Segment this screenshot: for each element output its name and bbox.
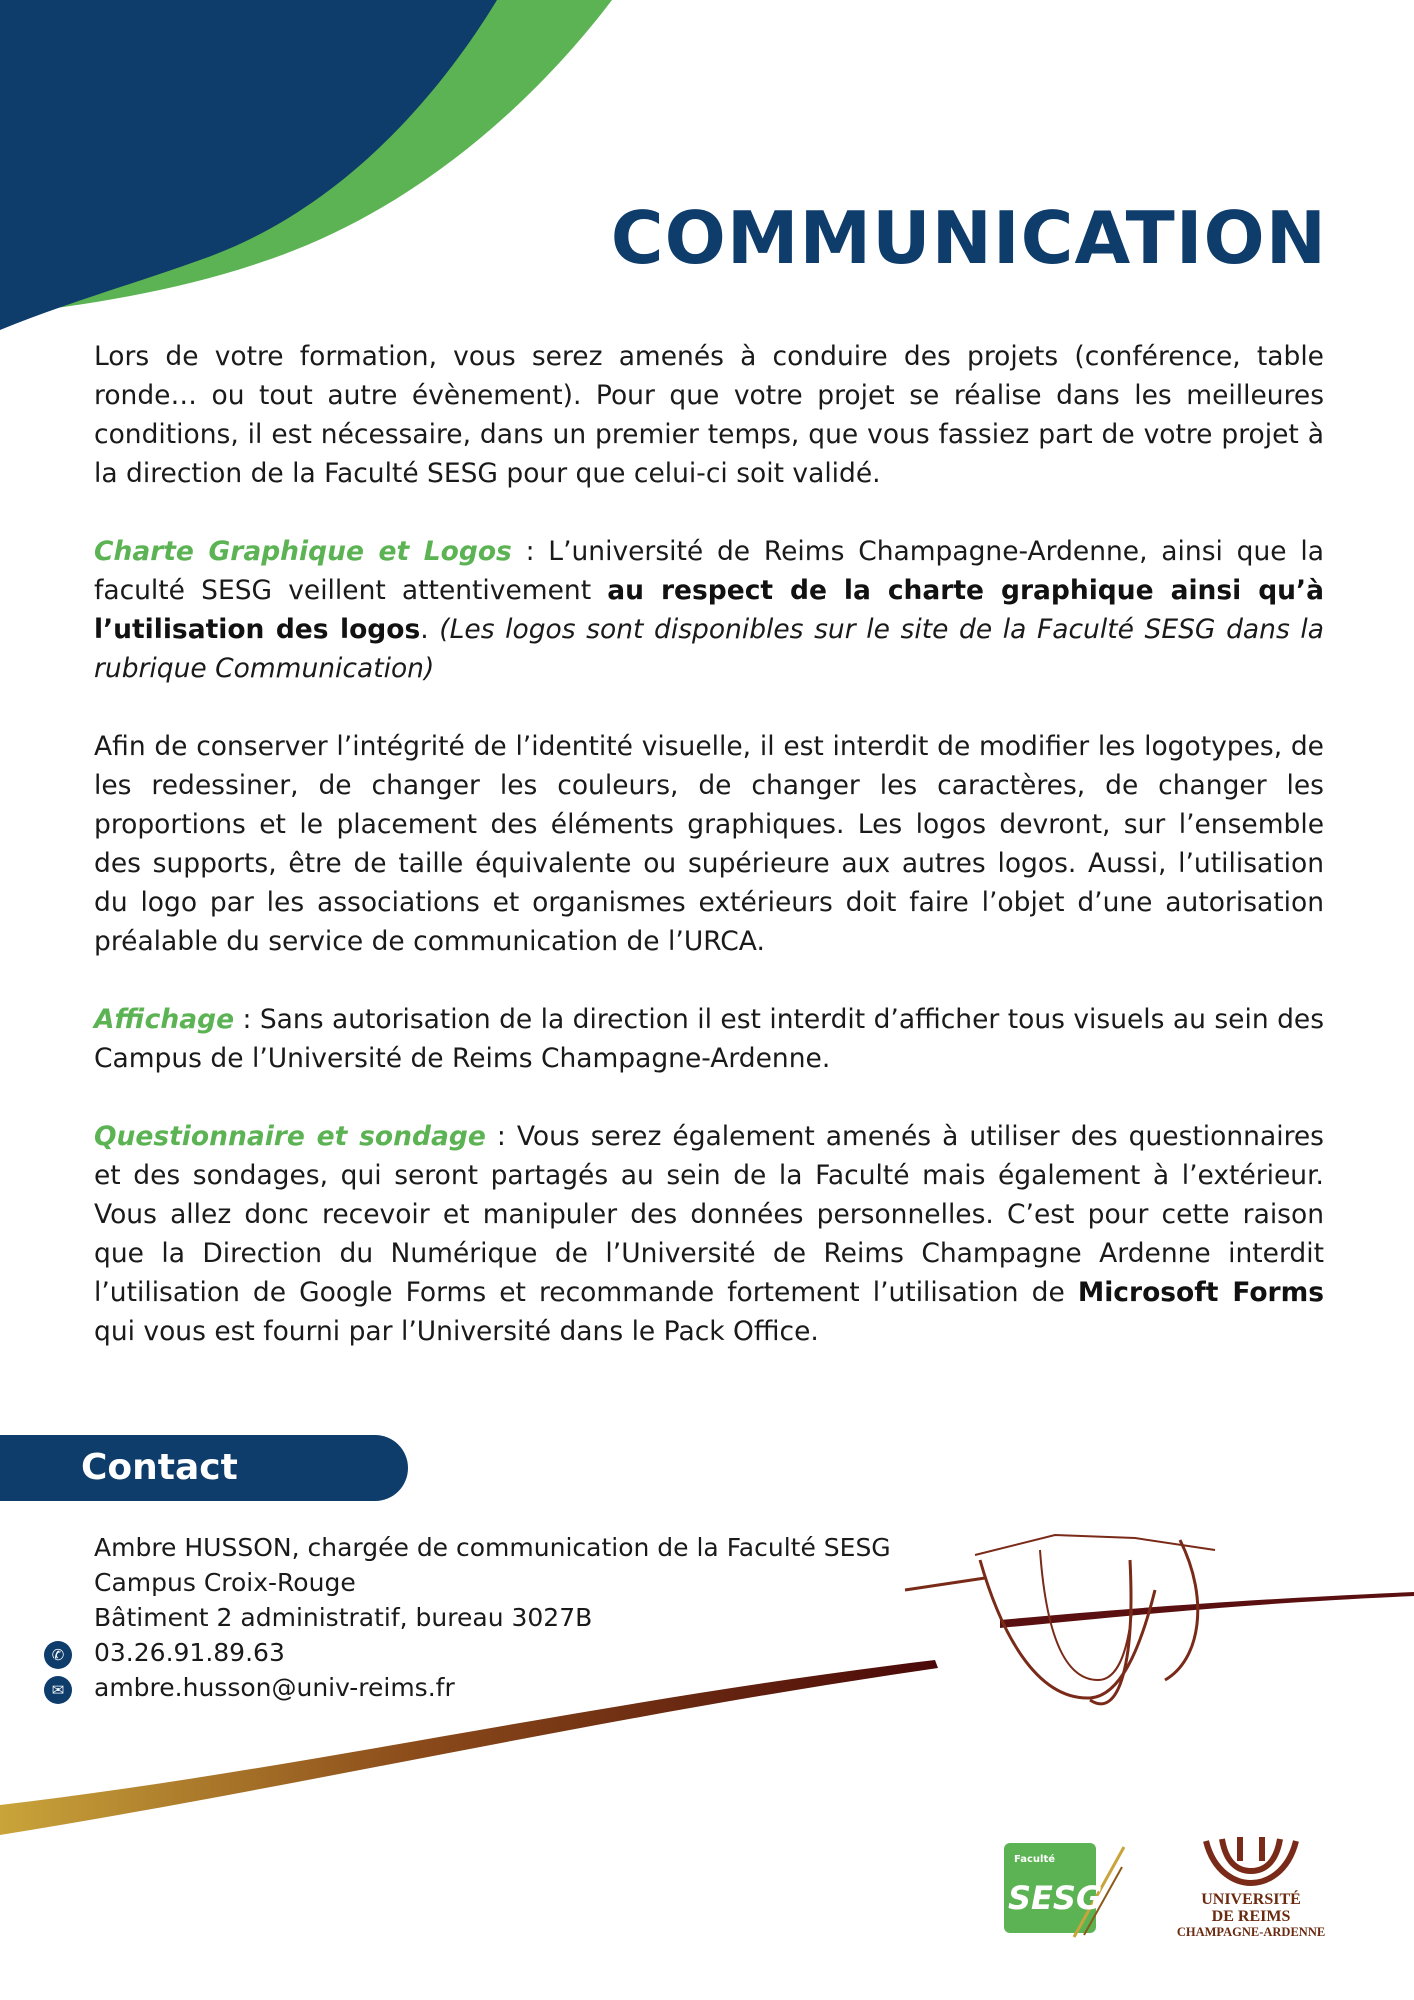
charte-text-2: .: [420, 614, 440, 645]
affichage-label: Affichage: [94, 1004, 235, 1035]
questionnaire-label: Questionnaire et sondage: [94, 1121, 486, 1152]
charte-text: : L’université de Reims Champagne-Ardenne, ainsi que la faculté SESG veillent attentivement: [94, 536, 1324, 606]
affichage-text: : Sans autorisation de la direction il est interdit d’afficher tous visuels au sein des Campus de l’Université de Reims Champagne-Ardenne.: [94, 1004, 1324, 1074]
contact-phone: 03.26.91.89.63: [94, 1638, 285, 1667]
charte-note: (Les logos sont disponibles sur le site de la Faculté SESG dans la rubrique Communication): [94, 614, 1324, 684]
contact-banner: [0, 1435, 408, 1501]
intro-paragraph: Lors de votre formation, vous serez amenés à conduire des projets (conférence, table ronde… ou tout autre évènement). Pour que votre projet se réalise dans les meilleures conditions, il est nécessaire, dans un premier temps, que vous fassiez part de votre projet à la direction de la Faculté SESG pour que celui-ci soit validé.: [94, 341, 1324, 489]
contact-details: [94, 1530, 891, 1705]
questionnaire-text-2: qui vous est fourni par l’Université dans le Pack Office.: [94, 1316, 819, 1347]
questionnaire-text: : Vous serez également amenés à utiliser des questionnaires et des sondages, qui seront partagés au sein de la Faculté mais également à l’extérieur. Vous allez donc recevoir et manipuler des données personnelles. C’est pour cette raison que la Direction du Numérique de l’Université de Reims Champagne Ardenne interdit l’utilisation de Google Forms et recommande fortement l’utilisation de: [94, 1121, 1324, 1308]
urca-logo: [1158, 1833, 1344, 1943]
urca-line-1: UNIVERSITÉ: [1201, 1891, 1301, 1908]
urca-line-3: CHAMPAGNE-ARDENNE: [1176, 1925, 1326, 1939]
charte-paragraph: [94, 532, 1324, 688]
charte-bold: au respect de la charte graphique ainsi qu’à l’utilisation des logos: [94, 575, 1324, 645]
contact-title: Contact: [81, 1447, 238, 1488]
questionnaire-bold: Microsoft Forms: [1077, 1277, 1325, 1308]
page-title: COMMUNICATION: [610, 196, 1327, 280]
contact-email[interactable]: ambre.husson@univ-reims.fr: [94, 1673, 455, 1702]
phone-icon: ✆: [44, 1641, 72, 1669]
urca-line-2: DE REIMS: [1211, 1908, 1291, 1925]
affichage-paragraph: [94, 1000, 1324, 1078]
sesg-logo-small: Faculté: [1014, 1854, 1056, 1865]
charte-label: Charte Graphique et Logos: [94, 536, 512, 567]
mail-icon: ✉: [44, 1676, 72, 1704]
main-content: [94, 337, 1324, 1390]
identite-paragraph: Afin de conserver l’intégrité de l’identité visuelle, il est interdit de modifier les logotypes, de les redessiner, de changer les couleurs, de changer les caractères, de changer les proportions et le placement des éléments graphiques. Les logos devront, sur l’ensemble des supports, être de taille équivalente ou supérieure aux autres logos. Aussi, l’utilisation du logo par les associations et organismes extérieurs doit faire l’objet d’une autorisation préalable du service de communication de l’URCA.: [94, 731, 1324, 957]
contact-campus: Campus Croix-Rouge: [94, 1568, 356, 1597]
sesg-logo: [1004, 1837, 1129, 1939]
contact-building: Bâtiment 2 administratif, bureau 3027B: [94, 1603, 593, 1632]
contact-name: Ambre HUSSON, chargée de communication de la Faculté SESG: [94, 1533, 891, 1562]
sesg-logo-name: SESG: [1008, 1879, 1103, 1917]
questionnaire-paragraph: [94, 1117, 1324, 1351]
corner-decoration: [0, 0, 640, 340]
urca-emblem-icon: [1196, 1833, 1306, 1889]
